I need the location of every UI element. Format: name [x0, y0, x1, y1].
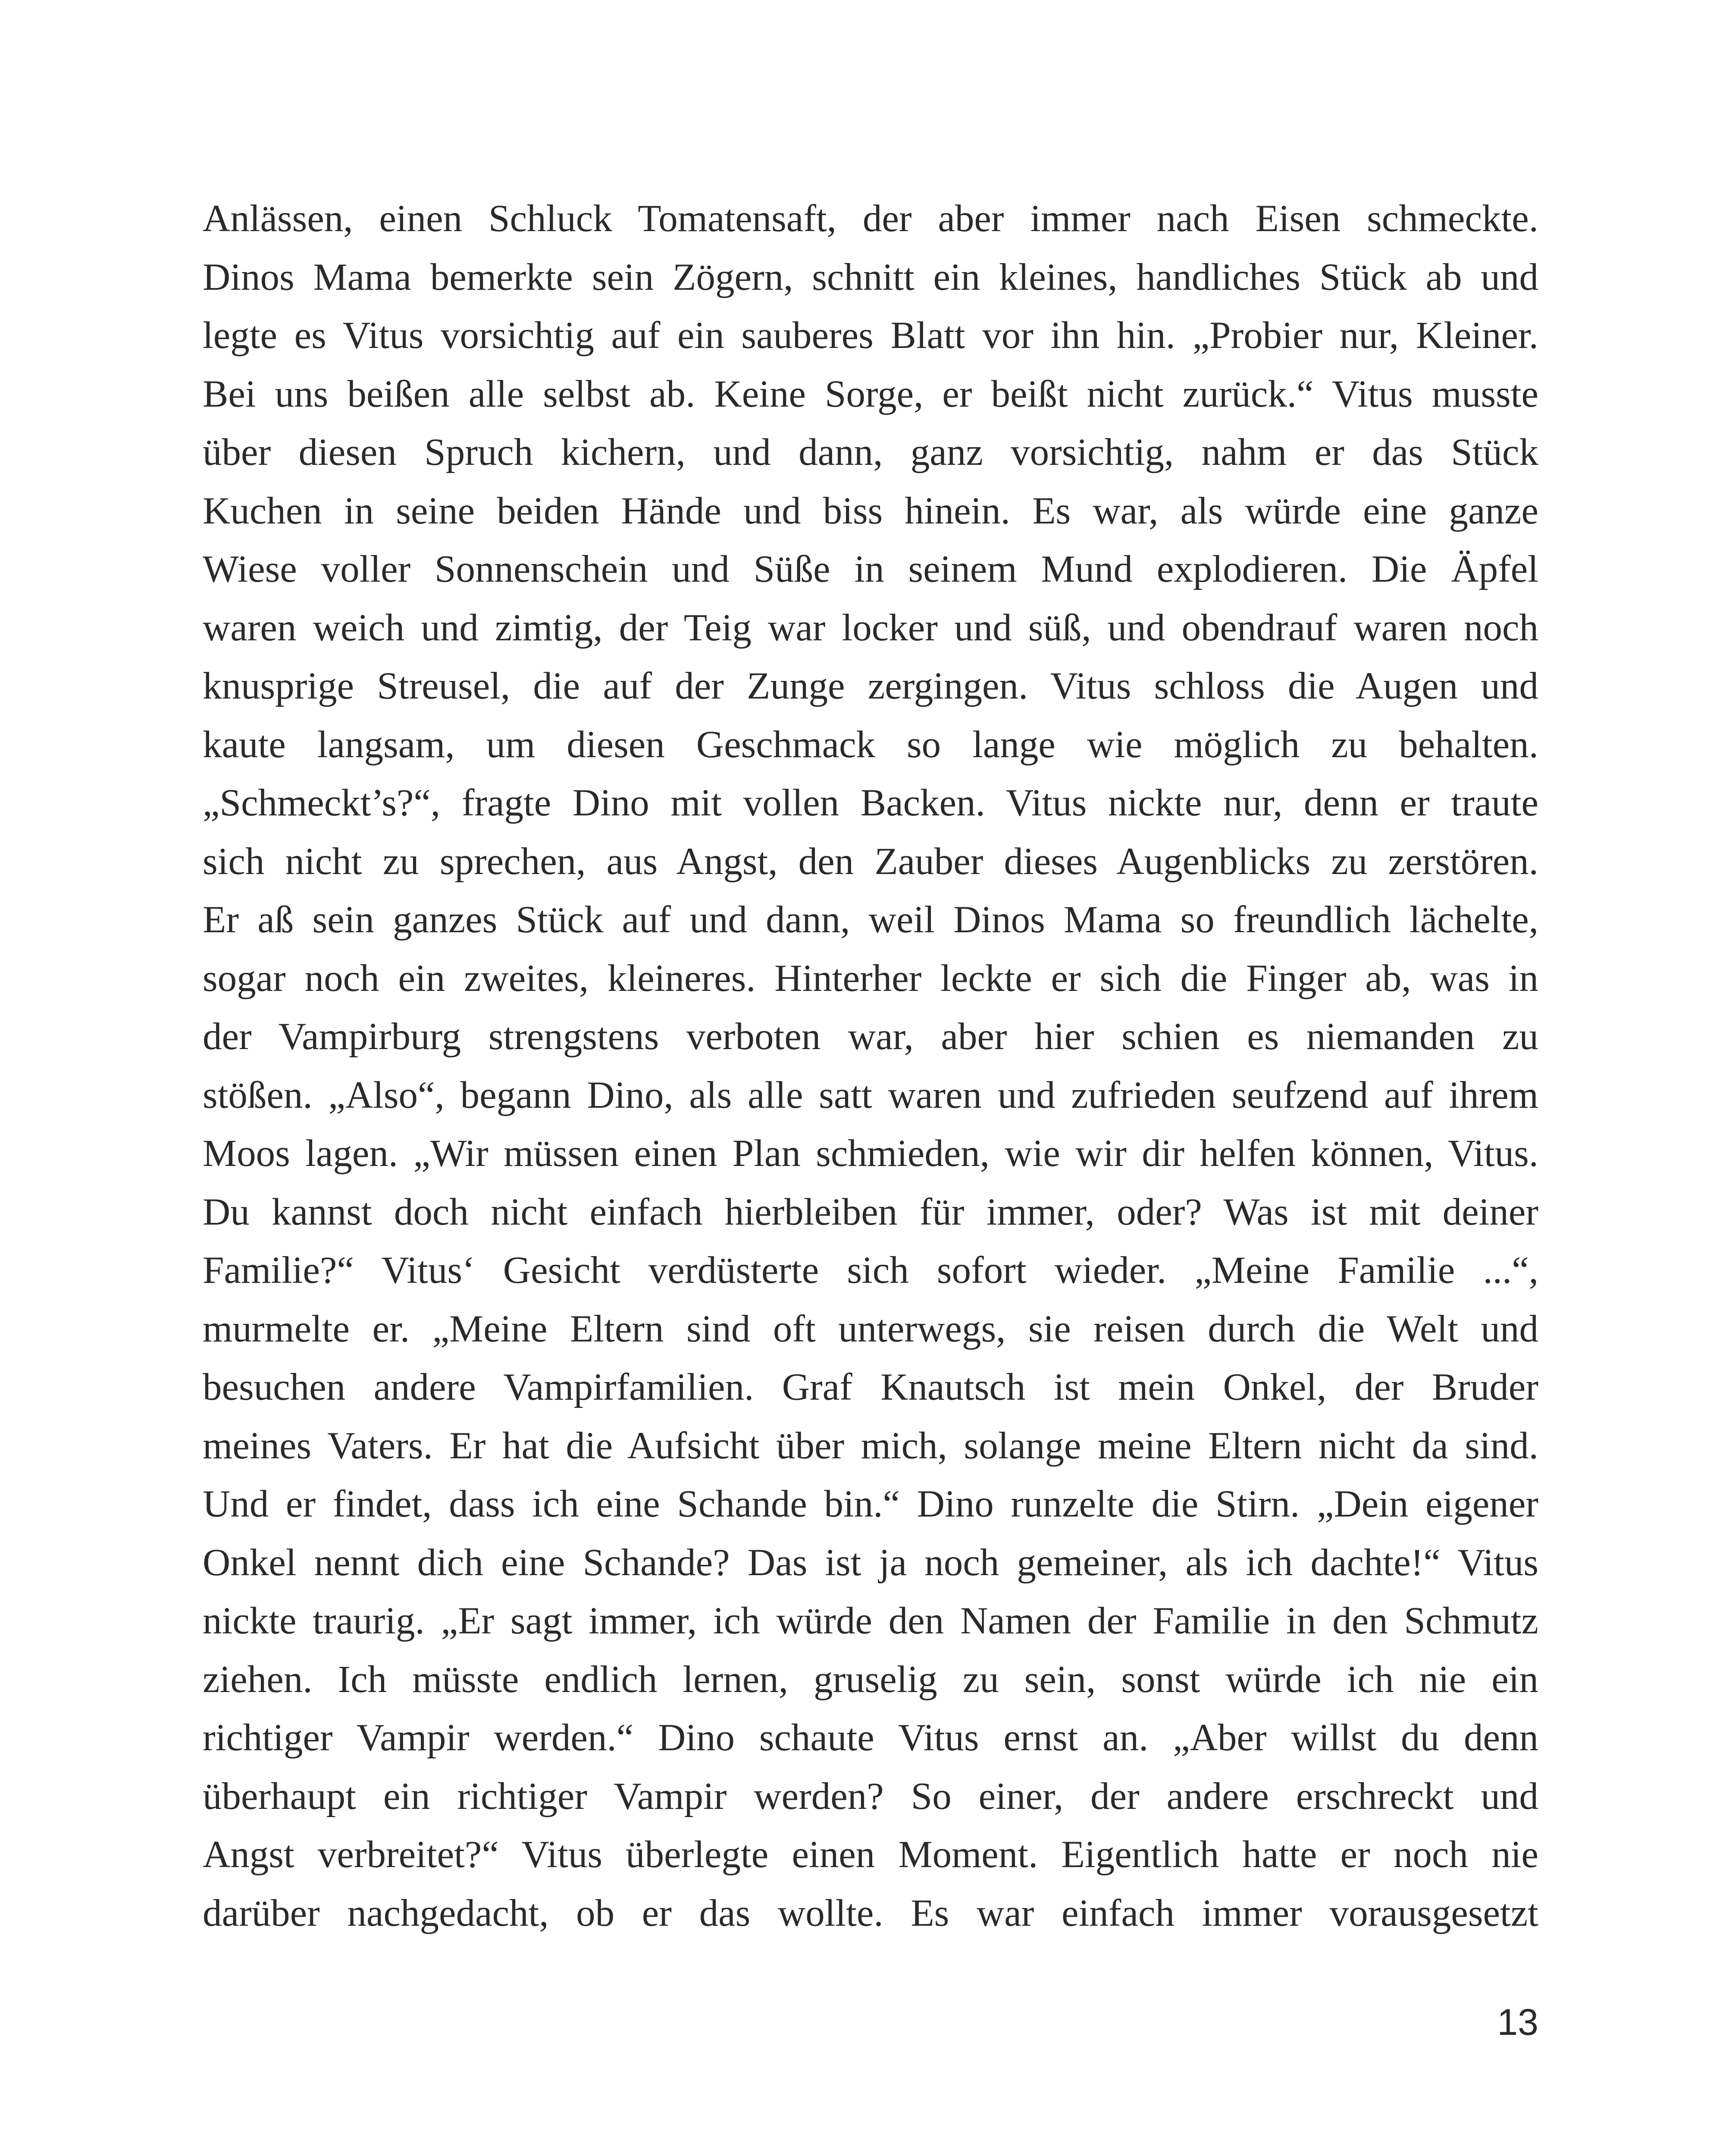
text-line: Angst verbreitet?“ Vitus überlegte einen Moment. Eigentlich hatte er noch nie: [203, 1833, 1538, 1876]
text-line: Kuchen in seine beiden Hände und biss hinein. Es war, als würde eine ganze: [203, 489, 1538, 532]
text-line: Bei uns beißen alle selbst ab. Keine Sorge, er beißt nicht zurück.“ Vitus musste: [203, 373, 1538, 415]
body-text: [203, 190, 1538, 1943]
text-line: nickte traurig. „Er sagt immer, ich würde den Namen der Familie in den Schmutz: [203, 1600, 1538, 1642]
text-line: darüber nachgedacht, ob er das wollte. Es war einfach immer vorausgesetzt: [203, 1892, 1538, 1934]
page-number: 13: [1497, 2002, 1538, 2043]
text-line: kaute langsam, um diesen Geschmack so lange wie möglich zu behalten.: [203, 723, 1538, 766]
text-line: sich nicht zu sprechen, aus Angst, den Zauber dieses Augenblicks zu zerstören.: [203, 840, 1538, 883]
text-line: sogar noch ein zweites, kleineres. Hinterher leckte er sich die Finger ab, was in: [203, 957, 1538, 1000]
text-line: knusprige Streusel, die auf der Zunge zergingen. Vitus schloss die Augen und: [203, 665, 1538, 707]
text-line: der Vampirburg strengstens verboten war, aber hier schien es niemanden zu: [203, 1015, 1538, 1058]
text-line: überhaupt ein richtiger Vampir werden? So einer, der andere erschreckt und: [203, 1775, 1538, 1818]
text-line: waren weich und zimtig, der Teig war locker und süß, und obendrauf waren noch: [203, 606, 1538, 649]
text-line: richtiger Vampir werden.“ Dino schaute Vitus ernst an. „Aber willst du denn: [203, 1717, 1538, 1759]
text-line: murmelte er. „Meine Eltern sind oft unterwegs, sie reisen durch die Welt und: [203, 1307, 1538, 1350]
text-line: meines Vaters. Er hat die Aufsicht über mich, solange meine Eltern nicht da sind.: [203, 1424, 1538, 1467]
text-line: stößen. „Also“, begann Dino, als alle satt waren und zufrieden seufzend auf ihrem: [203, 1074, 1538, 1116]
text-line: Anlässen, einen Schluck Tomatensaft, der aber immer nach Eisen schmeckte.: [203, 197, 1538, 240]
text-line: Familie?“ Vitus‘ Gesicht verdüsterte sich sofort wieder. „Meine Familie ...“,: [203, 1249, 1538, 1291]
text-line: Wiese voller Sonnenschein und Süße in seinem Mund explodieren. Die Äpfel: [203, 548, 1538, 590]
text-line: Du kannst doch nicht einfach hierbleiben für immer, oder? Was ist mit deiner: [203, 1191, 1538, 1233]
text-line: Dinos Mama bemerkte sein Zögern, schnitt ein kleines, handliches Stück ab und: [203, 256, 1538, 298]
text-line: „Schmeckt’s?“, fragte Dino mit vollen Backen. Vitus nickte nur, denn er traute: [203, 782, 1538, 824]
text-line: Moos lagen. „Wir müssen einen Plan schmieden, wie wir dir helfen können, Vitus.: [203, 1132, 1538, 1175]
text-line: über diesen Spruch kichern, und dann, ganz vorsichtig, nahm er das Stück: [203, 431, 1538, 473]
text-line: Und er findet, dass ich eine Schande bin.“ Dino runzelte die Stirn. „Dein eigener: [203, 1483, 1538, 1525]
text-line: Er aß sein ganzes Stück auf und dann, weil Dinos Mama so freundlich lächelte,: [203, 899, 1538, 941]
text-line: Onkel nennt dich eine Schande? Das ist ja noch gemeiner, als ich dachte!“ Vitus: [203, 1541, 1538, 1584]
text-line: ziehen. Ich müsste endlich lernen, gruselig zu sein, sonst würde ich nie ein: [203, 1658, 1538, 1701]
text-line: legte es Vitus vorsichtig auf ein sauberes Blatt vor ihn hin. „Probier nur, Kleiner.: [203, 314, 1538, 357]
text-line: besuchen andere Vampirfamilien. Graf Knautsch ist mein Onkel, der Bruder: [203, 1366, 1538, 1408]
